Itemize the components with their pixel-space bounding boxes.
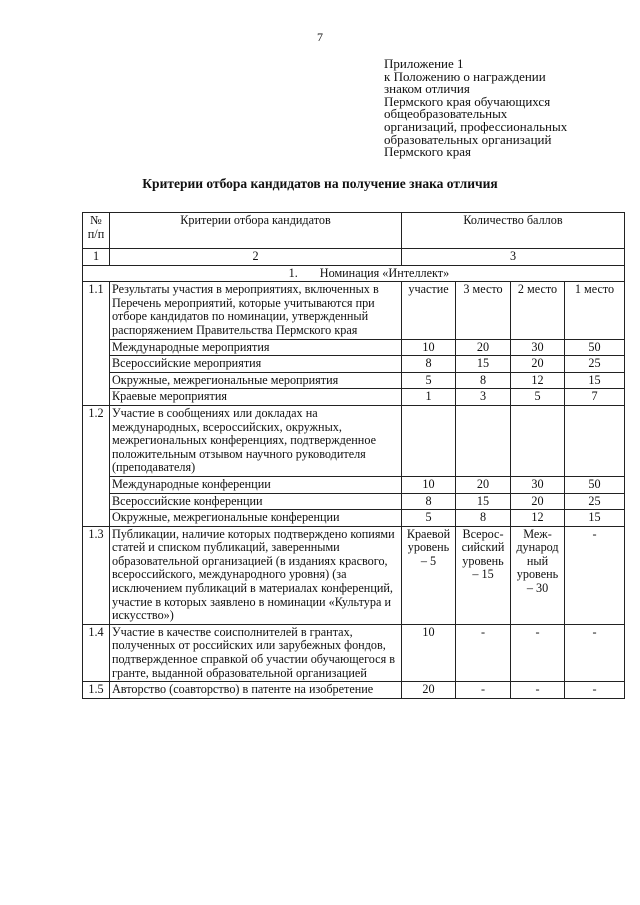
- score-cell: 5: [402, 372, 456, 389]
- sub-criterion: Всероссийские конференции: [110, 493, 402, 510]
- score-cell: 20: [456, 476, 511, 493]
- table-row: [83, 282, 625, 339]
- header-num: № п/п: [83, 213, 110, 249]
- sub-criterion: Международные мероприятия: [110, 339, 402, 356]
- col-label: 1 место: [565, 282, 625, 339]
- table-row: [83, 510, 625, 527]
- empty-cell: [511, 405, 565, 476]
- criterion-text: Участие в сообщениях или докладах на международных, всероссийских, окружных, межрегиональных конференциях, подтвержденное положительным отзывом научного руководителя (преподавателя): [110, 405, 402, 476]
- score-cell: Краевой уровень – 5: [402, 526, 456, 624]
- appendix-header: [384, 58, 624, 159]
- score-cell: -: [511, 682, 565, 699]
- appendix-line: образовательных организаций: [384, 131, 552, 147]
- empty-cell: [456, 405, 511, 476]
- row-num: 1.3: [83, 526, 110, 624]
- score-cell: 8: [402, 493, 456, 510]
- score-cell: 20: [402, 682, 456, 699]
- index-row: [83, 249, 625, 266]
- score-cell: 20: [456, 339, 511, 356]
- score-cell: 15: [565, 372, 625, 389]
- score-cell: -: [511, 624, 565, 681]
- score-cell: -: [565, 624, 625, 681]
- page-number: 7: [317, 30, 323, 44]
- appendix-line: Приложение 1: [384, 56, 464, 71]
- score-cell: 50: [565, 476, 625, 493]
- score-cell: 3: [456, 389, 511, 406]
- row-num: 1.5: [83, 682, 110, 699]
- index-cell: 2: [110, 249, 402, 266]
- score-cell: Всерос-сийский уровень – 15: [456, 526, 511, 624]
- score-cell: 5: [511, 389, 565, 406]
- score-cell: 50: [565, 339, 625, 356]
- index-cell: 1: [83, 249, 110, 266]
- table-header-row: [83, 213, 625, 249]
- sub-criterion: Окружные, межрегиональные конференции: [110, 510, 402, 527]
- score-cell: 15: [456, 356, 511, 373]
- table-row: [83, 405, 625, 476]
- score-cell: 30: [511, 339, 565, 356]
- appendix-line: к Положению о награждении: [384, 68, 546, 84]
- row-num: 1.4: [83, 624, 110, 681]
- score-cell: 25: [565, 356, 625, 373]
- appendix-line: Пермского края обучающихся: [384, 93, 551, 109]
- score-cell: 10: [402, 624, 456, 681]
- empty-cell: [565, 405, 625, 476]
- score-cell: 8: [456, 510, 511, 527]
- score-cell: 20: [511, 493, 565, 510]
- criterion-text: Участие в качестве соисполнителей в грантах, полученных от российских или зарубежных фондов, подтвержденное справкой об участии обучающегося в гранте, выданной образовательной организацией: [110, 624, 402, 681]
- sub-criterion: Всероссийские мероприятия: [110, 356, 402, 373]
- score-cell: 7: [565, 389, 625, 406]
- criteria-table: [82, 212, 625, 699]
- row-num: 1.2: [83, 405, 110, 526]
- table-row: [83, 526, 625, 624]
- table-row: [83, 356, 625, 373]
- criterion-text: Авторство (соавторство) в патенте на изобретение: [110, 682, 402, 699]
- score-cell: 8: [402, 356, 456, 373]
- score-cell: 25: [565, 493, 625, 510]
- table-row: [83, 476, 625, 493]
- score-cell: -: [565, 526, 625, 624]
- sub-criterion: Краевые мероприятия: [110, 389, 402, 406]
- score-cell: Меж-дународ ный уровень – 30: [511, 526, 565, 624]
- table-row: [83, 339, 625, 356]
- col-label: 2 место: [511, 282, 565, 339]
- header-criteria: Критерии отбора кандидатов: [110, 213, 402, 249]
- score-cell: 1: [402, 389, 456, 406]
- score-cell: 10: [402, 339, 456, 356]
- appendix-line: организаций, профессиональных: [384, 118, 568, 134]
- score-cell: 12: [511, 372, 565, 389]
- appendix-line: Пермского края: [384, 144, 471, 160]
- appendix-line: общеобразовательных: [384, 106, 508, 122]
- index-cell: 3: [402, 249, 625, 266]
- table-row: [83, 493, 625, 510]
- sub-criterion: Окружные, межрегиональные мероприятия: [110, 372, 402, 389]
- table-row: [83, 389, 625, 406]
- appendix-line: знаком отличия: [384, 81, 470, 97]
- score-cell: 8: [456, 372, 511, 389]
- score-cell: 30: [511, 476, 565, 493]
- table-row: [83, 624, 625, 681]
- col-label: 3 место: [456, 282, 511, 339]
- score-cell: 5: [402, 510, 456, 527]
- score-cell: 12: [511, 510, 565, 527]
- document-title: Критерии отбора кандидатов на получение знака отличия: [142, 176, 498, 191]
- score-cell: 15: [456, 493, 511, 510]
- criterion-text: Результаты участия в мероприятиях, включенных в Перечень мероприятий, которые учитываются при отборе кандидатов по номинации, утвержденный распоряжением Правительства Пермского края: [110, 282, 402, 339]
- header-points: Количество баллов: [402, 213, 625, 249]
- score-cell: 15: [565, 510, 625, 527]
- score-cell: 10: [402, 476, 456, 493]
- col-label: участие: [402, 282, 456, 339]
- nomination-row: [83, 265, 625, 282]
- score-cell: -: [456, 682, 511, 699]
- table-row: [83, 372, 625, 389]
- empty-cell: [402, 405, 456, 476]
- criterion-text: Публикации, наличие которых подтверждено копиями статей и списком публикаций, заверенными образовательной организацией (в изданиях красвого, всероссийского, международного уровня) (за исключением публикаций в материалах конференций, участие в которых заявлено в номинации «Культура и искусство»): [110, 526, 402, 624]
- score-cell: -: [456, 624, 511, 681]
- sub-criterion: Международные конференции: [110, 476, 402, 493]
- nomination-cell: [83, 265, 625, 282]
- nomination-num: 1.: [288, 265, 298, 280]
- score-cell: 20: [511, 356, 565, 373]
- nomination-label: Номинация «Интеллект»: [319, 265, 450, 280]
- table-row: [83, 682, 625, 699]
- row-num: 1.1: [83, 282, 110, 406]
- score-cell: -: [565, 682, 625, 699]
